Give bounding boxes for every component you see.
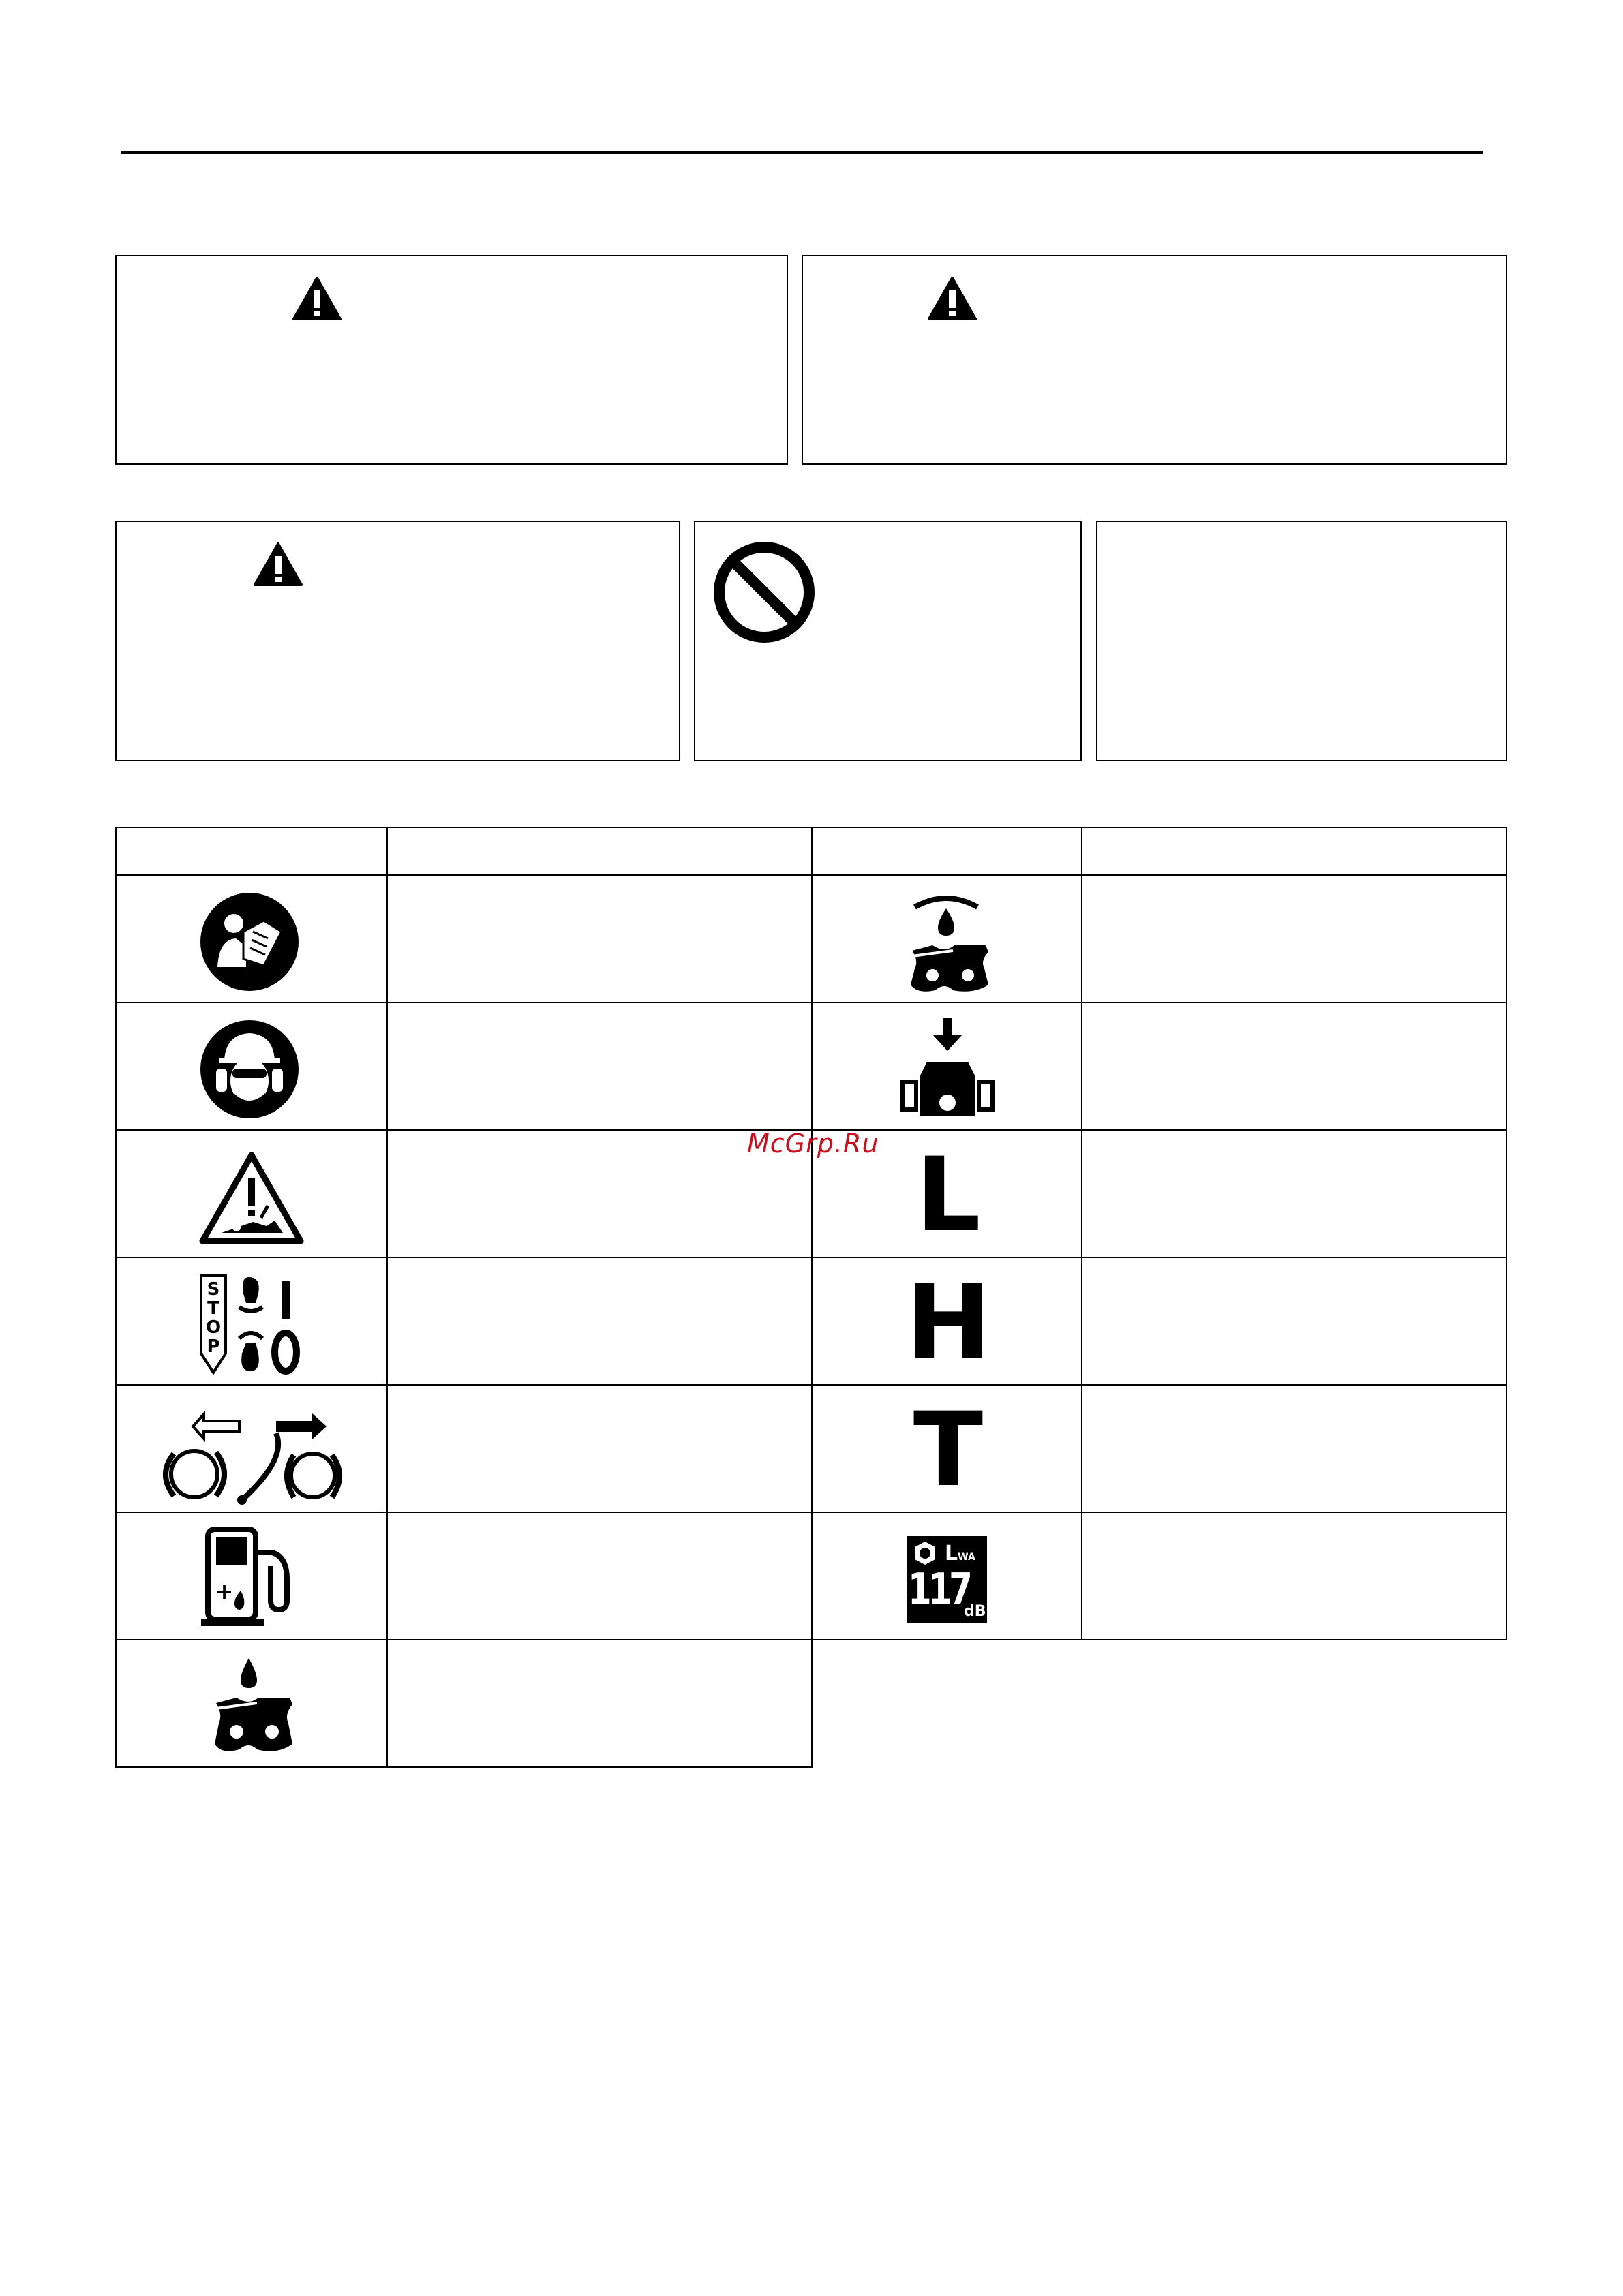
warning-triangle-icon — [928, 277, 977, 320]
table-row-icon-cell — [115, 1639, 388, 1768]
svg-text:T: T — [207, 1298, 219, 1319]
table-header-cell — [386, 827, 813, 876]
warning-box-3 — [115, 521, 680, 761]
sound-power-icon — [907, 1536, 987, 1623]
svg-text:O: O — [205, 1317, 222, 1338]
oil-adjust-icon — [905, 888, 994, 994]
table-row-text-cell — [386, 1384, 813, 1513]
head-eye-ear-protection-icon — [198, 1018, 301, 1120]
table-row-text-cell — [386, 874, 813, 1003]
table-row-text-cell — [1081, 1129, 1507, 1258]
warning-triangle-icon — [292, 277, 342, 320]
table-row-text-cell — [386, 1512, 813, 1640]
table-row-icon-cell — [811, 1512, 1082, 1640]
T-adjust-letter: T — [913, 1391, 984, 1510]
watermark: McGrp.Ru — [747, 1129, 879, 1159]
table-row-icon-cell — [115, 1002, 388, 1131]
sound-source-icon — [912, 1540, 938, 1566]
lwa-label: LWA — [945, 1542, 975, 1565]
table-row-icon-cell — [115, 1384, 388, 1513]
prohibition-box — [694, 521, 1082, 761]
read-manual-icon — [198, 891, 301, 993]
table-row-icon-cell — [115, 1129, 388, 1258]
H-adjust-letter: H — [905, 1264, 991, 1382]
table-row-icon-cell — [115, 874, 388, 1003]
chain-brake-icon — [153, 1399, 351, 1508]
kickback-warning-icon — [198, 1151, 305, 1246]
blank-box — [1096, 521, 1507, 761]
warning-box-2 — [802, 255, 1507, 465]
table-row-icon-cell — [115, 1512, 388, 1640]
table-row-text-cell — [1081, 874, 1507, 1003]
table-row-icon-cell — [115, 1257, 388, 1386]
stop-switch-icon — [198, 1273, 307, 1375]
svg-text:S: S — [207, 1279, 220, 1300]
table-row-text-cell — [1081, 1384, 1507, 1513]
table-row-icon-cell — [811, 1384, 1082, 1513]
table-header-cell — [115, 827, 388, 876]
warning-triangle-icon — [254, 542, 303, 586]
table-header-cell — [811, 827, 1082, 876]
table-row-text-cell — [386, 1002, 813, 1131]
L-adjust-letter: L — [915, 1136, 981, 1255]
svg-text:P: P — [207, 1336, 220, 1357]
prohibition-circle-icon — [712, 540, 817, 645]
table-row-text-cell — [386, 1257, 813, 1386]
svg-text:+: + — [215, 1578, 234, 1604]
table-row-text-cell — [1081, 1512, 1507, 1640]
chain-oil-icon — [209, 1655, 298, 1758]
db-unit: dB — [964, 1603, 986, 1620]
table-header-cell — [1081, 827, 1507, 876]
table-row-icon-cell — [811, 1257, 1082, 1386]
table-row-text-cell — [386, 1639, 813, 1768]
table-row-text-cell — [1081, 1002, 1507, 1131]
table-row-text-cell — [1081, 1257, 1507, 1386]
table-row-icon-cell — [811, 874, 1082, 1003]
choke-icon — [900, 1014, 995, 1123]
warning-box-1 — [115, 255, 788, 465]
fuel-mix-icon — [198, 1525, 307, 1632]
db-value: 117 — [908, 1565, 970, 1615]
header-rule — [121, 151, 1483, 154]
table-row-icon-cell — [811, 1002, 1082, 1131]
